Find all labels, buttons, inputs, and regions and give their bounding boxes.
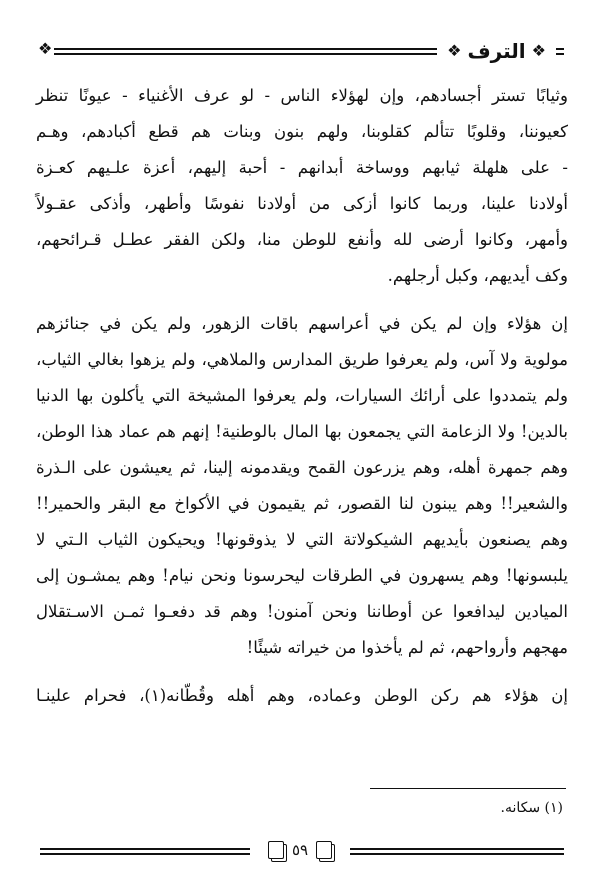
text-line: وهم جمهرة أهله، وهم يزرعون القمح ويقدمونه إلينا، ثم يعيشون على الـذرة (36, 458, 568, 477)
text-line: وكف أيديهم، وكبل أرجلهم. (387, 266, 568, 285)
text-line: وهم يصنعون بأيديهم الشيكولاتة التي لا يذوقونها! ويحيكون الثياب الـتي لا (36, 530, 568, 549)
text-line: وأمهر، وكانوا أرضى لله وأنفع للوطن منا، ولكن الفقر عطـل قـرائحهم، (36, 230, 568, 249)
text-line: إن هؤلاء هم ركن الوطن وعماده، وهم أهله وقُطّانه(١)، فحرام علينـا (36, 686, 568, 705)
text-line: إن هؤلاء وإن لم يكن في أعراسهم باقات الزهور، ولم يكن في جنائزهم (36, 314, 568, 333)
diamond-ornament-icon: ❖ (38, 39, 53, 58)
text-line: وثيابًا تستر أجسادهم، وإن لهؤلاء الناس - لو عرف الأغنياء - عيونًا تنظر (36, 86, 568, 105)
page-number-box (250, 838, 350, 862)
page-number: ٥٩ (291, 841, 309, 859)
book-icon (316, 841, 332, 859)
diamond-ornament-icon: ❖ (531, 41, 546, 60)
text-line: مهجهم وأرواحهم، ثم لم يأخذوا من خيراته شيئًا! (246, 638, 568, 657)
text-line: يلبسونها! وهم يسهرون في الطرقات ليحرسونا ونحن نيام! وهم يمشـون إلى (36, 566, 568, 585)
body-text (36, 78, 568, 714)
text-line: - على هلهلة ثيابهم ووساخة أبدانهم - أحبة إليهم، أعزة علـيهم كعـزة (36, 158, 568, 177)
page-footer (40, 838, 564, 862)
header-title-box (437, 36, 556, 66)
paragraph (36, 306, 568, 666)
text-line: مولوية ولا آس، ولم يعرفوا طريق المدارس والملاهي، ولم يزهوا بغالي الثياب، (36, 350, 568, 369)
diamond-ornament-icon: ❖ (447, 41, 462, 60)
paragraph (36, 678, 568, 714)
text-line: الميادين ليدافعوا عن أوطاننا ونحن آمنون! وهم قد دفعـوا ثمـن الاسـتقلال (36, 602, 568, 621)
footnote: (١) سكانه. (500, 800, 563, 816)
text-line: أولادنا علينا، وربما كانوا أزكى من أولادنا نفوسًا وأطهر، وأذكى عقـولاً (36, 194, 568, 213)
page-header (40, 36, 564, 66)
paragraph (36, 78, 568, 294)
running-title: الترف (467, 39, 526, 63)
text-line: كعيوننا، وقلوبًا تتألم كقلوبنا، ولهم بنون وبنات هم قطع أكبادهم، وهـم (36, 122, 568, 141)
footnote-separator (370, 788, 566, 789)
text-line: والشعير!! وهم يبنون لنا القصور، ثم يقيمون في الأكواخ مع البقر والحمير!! (36, 494, 568, 513)
book-icon (268, 841, 284, 859)
text-line: بالدين! ولا الزعامة التي يجمعون بها المال بالوطنية! إنهم هم عماد هذا الوطن، (36, 422, 568, 441)
text-line: ولم يتمددوا على أرائك السيارات، ولم يعرفوا المشيخة التي يأكلون بها الدنيا (36, 386, 568, 405)
